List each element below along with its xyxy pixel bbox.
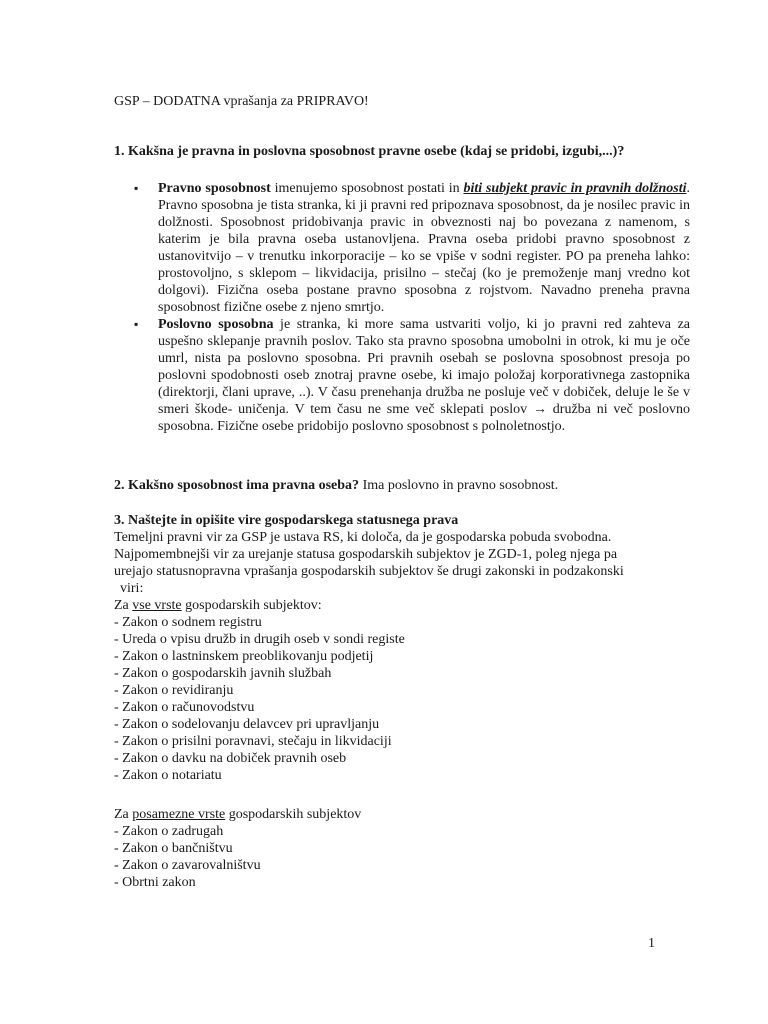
list-item: - Zakon o prisilni poravnavi, stečaju in likvidaciji bbox=[114, 734, 392, 749]
list-item: - Zakon o sodnem registru bbox=[114, 615, 262, 630]
group-2-prefix: Za bbox=[114, 807, 133, 822]
question-2: 2. Kakšno sposobnost ima pravna oseba? bbox=[114, 478, 360, 493]
group-1-underlined: vse vrste bbox=[132, 598, 182, 613]
paragraph-line: Najpomembnejši vir za urejanje statusa gospodarskih subjektov je ZGD-1, poleg njega pa bbox=[114, 547, 618, 562]
answer-3-body bbox=[114, 529, 674, 784]
group-2-suffix: gospodarskih subjektov bbox=[225, 807, 362, 822]
group-1-prefix: Za bbox=[114, 598, 133, 613]
list-item: - Zakon o bančništvu bbox=[114, 841, 233, 856]
question-3: 3. Naštejte in opišite vire gospodarskega statusnega prava bbox=[114, 513, 459, 528]
list-item: - Ureda o vpisu družb in drugih oseb v sondi registe bbox=[114, 632, 405, 647]
list-item: - Zakon o zavarovalništvu bbox=[114, 858, 261, 873]
paragraph-line: Temeljni pravni vir za GSP je ustava RS, ki določa, da je gospodarska pobuda svobodna. bbox=[114, 530, 612, 545]
bullet-poslovna-sposobnost bbox=[130, 316, 690, 435]
bullet-square-icon: ▪ bbox=[134, 317, 139, 331]
term-pravna-sposobnost: Pravno sposobnost bbox=[158, 181, 271, 196]
bullet-pravna-sposobnost bbox=[130, 180, 690, 316]
group-2-heading bbox=[114, 806, 674, 823]
bullet-2-text-b: družba ni več poslovno sposobna. Fizične osebe pridobijo poslovno sposobnost s polnoletnostjo. bbox=[158, 402, 690, 434]
answer-2: Ima poslovno in pravno sosobnost. bbox=[359, 478, 559, 493]
bullet-1-text-b: . Pravno sposobna je tista stranka, ki ji pravni red pripoznava sposobnost, da je nosilec pravic in dolžnosti. Sposobnost pridobivanja pravic in obveznosti naj bo povezana z namenom, s katerim je bila pravna oseba ustanovljena. Pravna oseba pridobi pravno sposobnost z ustanovitvijo – v trenutku inkorporacije – ko se vpiše v sodni register. PO pa preneha lahko: prostovoljno, s sklepom – likvidacija, prisilno – stečaj (ko je premoženje manj vredno kot dolgovi). Fizična oseba postane pravno sposobna z rojstvom. Navadno preneha pravna sposobnost fizične osebe z njeno smrtjo. bbox=[158, 181, 690, 315]
question-1: 1. Kakšna je pravna in poslovna sposobnost pravne osebe (kdaj se pridobi, izgubi,...)? bbox=[114, 144, 625, 159]
list-item: - Zakon o notariatu bbox=[114, 768, 222, 783]
answer-1-bullets bbox=[130, 180, 690, 435]
arrow-right-icon: → bbox=[532, 402, 547, 417]
list-item: - Zakon o lastninskem preoblikovanju podjetij bbox=[114, 649, 374, 664]
list-item: - Obrtni zakon bbox=[114, 875, 196, 890]
list-item: - Zakon o gospodarskih javnih službah bbox=[114, 666, 332, 681]
list-item: - Zakon o sodelovanju delavcev pri upravljanju bbox=[114, 717, 380, 732]
term-poslovno-sposobna: Poslovno sposobna bbox=[158, 317, 274, 332]
group-2-underlined: posamezne vrste bbox=[132, 807, 226, 822]
bullet-2-text-a: je stranka, ki more sama ustvariti voljo, ki jo pravni red zahteva za uspešno sklepanje pravnih poslov. Tako sta pravno sposobna umobolni in otrok, ki mu je oče umrl, nista pa poslovno sposobna. Pri pravnih osebah se poslovna sposobnost presoja po poslovni spodobnosti oseb znotraj pravne osebe, ki imajo položaj korporativnega zastopnika (direktorji, člani uprave, ..). V času prenehanja družba ne posluje več v dobiček, deluje le še v smeri škode- uničenja. V tem času ne sme več sklepati poslov bbox=[158, 317, 690, 417]
list-item: - Zakon o revidiranju bbox=[114, 683, 234, 698]
page-number: 1 bbox=[648, 936, 655, 951]
paragraph-line: viri: bbox=[120, 581, 144, 596]
bullet-square-icon: ▪ bbox=[134, 181, 139, 195]
list-item: - Zakon o zadrugah bbox=[114, 824, 224, 839]
question-2-line bbox=[114, 477, 674, 494]
group-1-suffix: gospodarskih subjektov: bbox=[181, 598, 322, 613]
paragraph-line: urejajo statusnopravna vprašanja gospodarskih subjektov še drugi zakonski in podzakonski bbox=[114, 564, 624, 579]
list-item: - Zakon o davku na dobiček pravnih oseb bbox=[114, 751, 347, 766]
answer-3-group-2 bbox=[114, 806, 674, 891]
list-item: - Zakon o računovodstvu bbox=[114, 700, 255, 715]
group-1-heading bbox=[114, 597, 674, 614]
emphasis-subjekt-pravic: biti subjekt pravic in pravnih dolžnosti bbox=[463, 181, 687, 196]
bullet-1-text-a: imenujemo sposobnost postati in bbox=[270, 181, 464, 196]
document-title: GSP – DODATNA vprašanja za PRIPRAVO! bbox=[114, 94, 369, 109]
